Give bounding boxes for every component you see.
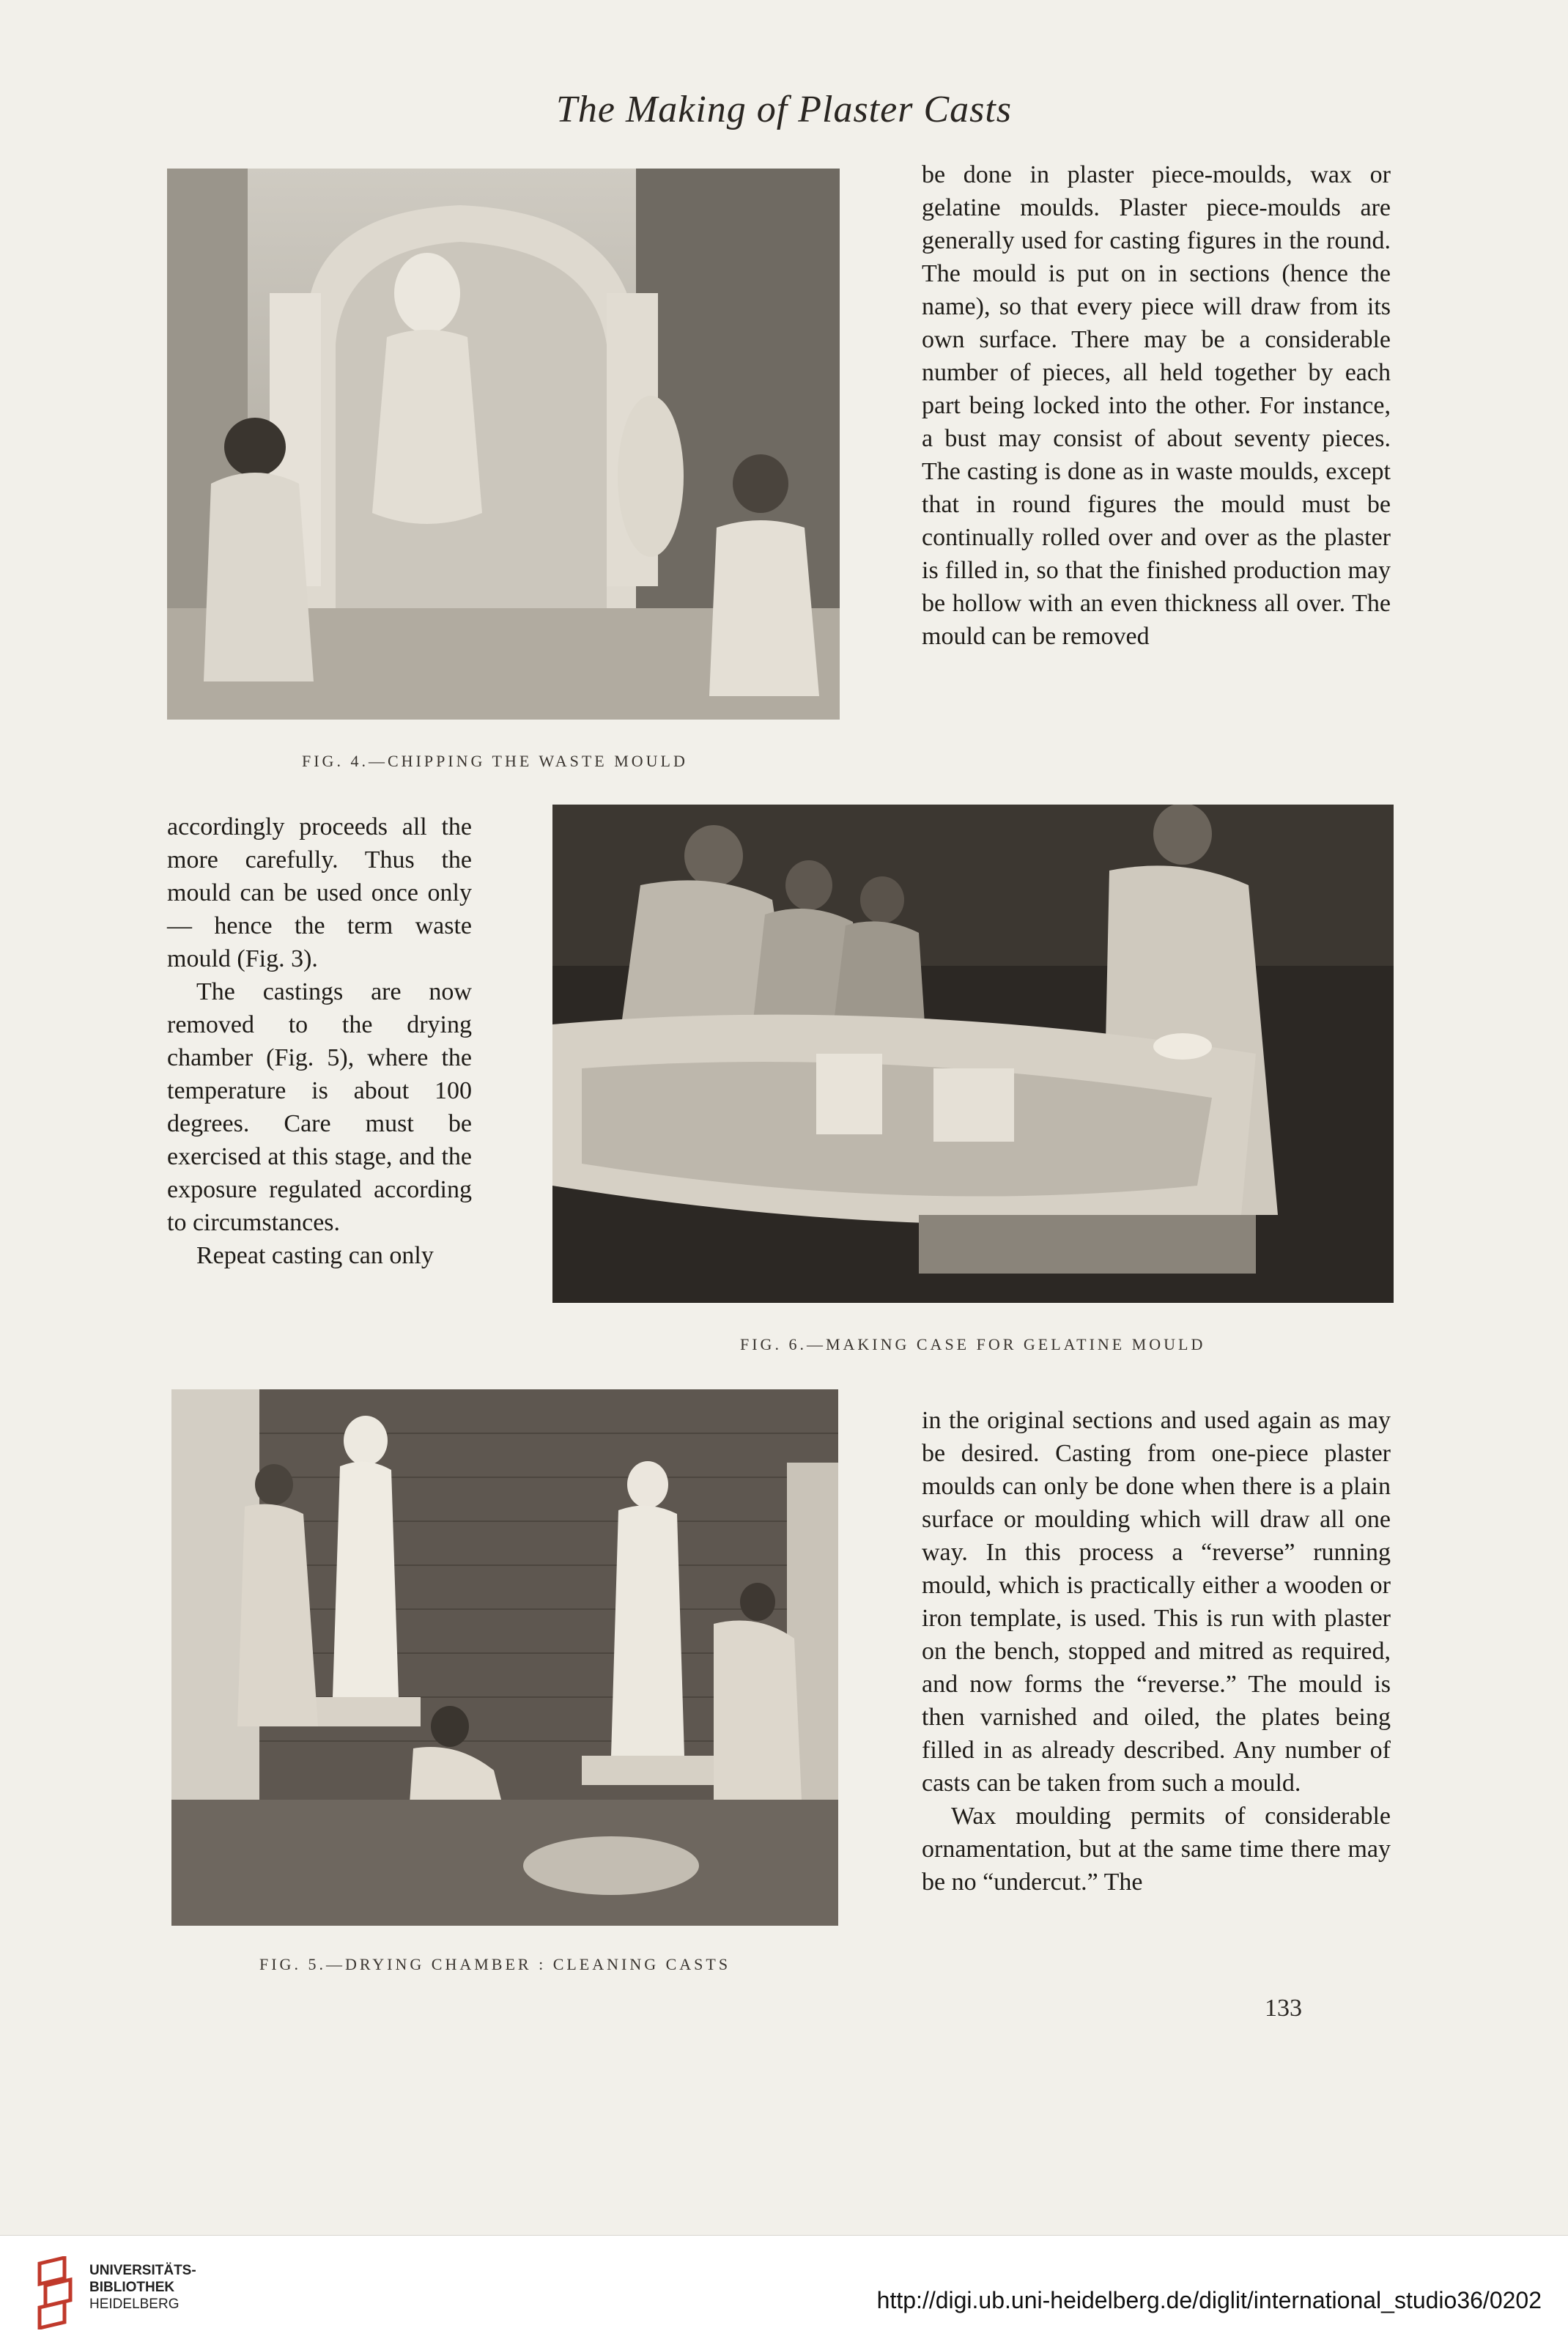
library-logo-icon	[35, 2256, 81, 2329]
text-column-middle-left	[167, 810, 472, 1272]
paragraph: be done in plaster piece-moulds, wax or gelatine moulds. Plaster piece-moulds are generally used for casting figures in the round. The mould is put on in sections (hence the name), so that every piece will draw from its own surface. There may be a considerable number of pieces, all held together by each part being locked into the other. For instance, a bust may consist of about seventy pieces. The casting is done as in waste moulds, except that in round figures the mould must be continually rolled over and over as the plaster is filled in, so that the finished production may be hollow with an even thickness all over. The mould can be removed	[922, 161, 1391, 650]
page-number: 133	[1265, 1995, 1302, 2022]
library-name-line-3: HEIDELBERG	[89, 2297, 180, 2312]
running-head: The Making of Plaster Casts	[555, 89, 1013, 130]
figure-6-caption: FIG. 6.—MAKING CASE FOR GELATINE MOULD	[740, 1335, 1206, 1353]
library-name-line-2: BIBLIOTHEK	[89, 2280, 175, 2295]
figure-4-caption: FIG. 4.—CHIPPING THE WASTE MOULD	[302, 752, 688, 770]
paragraph: Wax moulding permits of considerable ornamentation, but at the same time there may be no “undercut.” The	[922, 1803, 1391, 1896]
paragraph: The castings are now removed to the drying chamber (Fig. 5), where the temperature is about 100 degrees. Care must be exercised at this stage, and the exposure regulated according to circumstances.	[167, 978, 472, 1236]
paragraph: in the original sections and used again as may be desired. Casting from one-piece plaster moulds can only be done when there is a plain surface or moulding which will draw all one way. In this process a “reverse” running mould, which is practically either a wooden or iron template, is used. This is run with plaster on the bench, stopped and mitred as required, and now forms the “reverse.” The mould is then varnished and oiled, the plates being filled in as already described. Any number of casts can be taken from such a mould.	[922, 1407, 1391, 1797]
text-column-bottom-right	[922, 1404, 1391, 1899]
footer-bar	[0, 2235, 1568, 2350]
paragraph: Repeat casting can only	[196, 1242, 434, 1269]
figure-5-caption: FIG. 5.—DRYING CHAMBER : CLEANING CASTS	[259, 1955, 731, 1973]
library-name-line-1: UNIVERSITÄTS-	[89, 2263, 196, 2278]
paragraph: accordingly proceeds all the more carefully. Thus the mould can be used once only — hence the term waste mould (Fig. 3).	[167, 813, 472, 972]
figure-5-photo	[171, 1389, 838, 1926]
source-url-link[interactable]: http://digi.ub.uni-heidelberg.de/diglit/international_studio36/0202	[876, 2287, 1542, 2313]
figure-6-photo	[552, 805, 1394, 1303]
library-logo-text	[89, 2262, 196, 2313]
text-column-top-right	[922, 158, 1391, 653]
figure-4-photo	[167, 169, 840, 720]
